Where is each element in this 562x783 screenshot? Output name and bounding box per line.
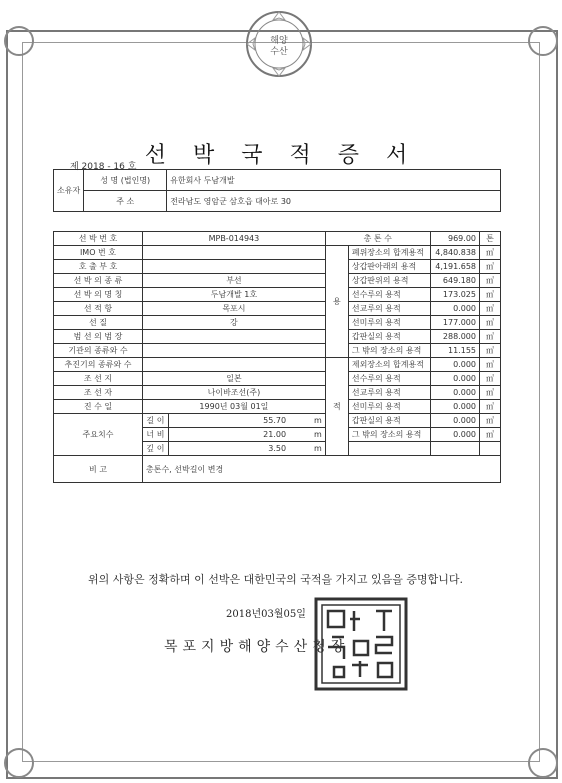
owner-address-label: 주 소 (84, 191, 167, 212)
volume-label: 갑판실의 용적 (348, 330, 430, 344)
volume-label: 갑판실의 용적 (348, 414, 430, 428)
volume-label: 폐위장소의 합계용적 (348, 246, 430, 260)
corner-ornament-icon (528, 26, 558, 56)
corner-ornament-icon (4, 26, 34, 56)
corner-ornament-icon (4, 748, 34, 778)
row-value: 목포시 (143, 302, 326, 316)
corner-ornament-icon (528, 748, 558, 778)
dimension-value: 55.70 m (168, 414, 325, 428)
document-title: 선 박 국 적 증 서 (144, 143, 418, 168)
row-label: 선 박 번 호 (54, 232, 143, 246)
volume-value: 173.025 (430, 288, 479, 302)
volume-label: 선수루의 용적 (348, 288, 430, 302)
volume-unit: ㎥ (480, 358, 501, 372)
issue-date: 2018년03월05일 (226, 609, 306, 620)
volume-label: 선수루의 용적 (348, 372, 430, 386)
owner-name-value: 유한회사 두남개발 (167, 170, 501, 191)
volume-value: 4,840.838 (430, 246, 479, 260)
emblem-label (253, 36, 305, 58)
excluded-group-label: 적 (325, 358, 348, 456)
volume-label: 상갑판아래의 용적 (348, 260, 430, 274)
row-label: 기관의 종류와 수 (54, 344, 143, 358)
volume-unit: ㎥ (480, 372, 501, 386)
owner-group-label: 소유자 (54, 170, 84, 212)
volume-label: 제외장소의 합계용적 (348, 358, 430, 372)
volume-unit: ㎥ (480, 260, 501, 274)
row-value: MPB-014943 (143, 232, 326, 246)
volume-label: 선미루의 용적 (348, 316, 430, 330)
volume-label: 그 밖의 장소의 용적 (348, 344, 430, 358)
row-label: 선 질 (54, 316, 143, 330)
row-value: 나이바조선(주) (143, 386, 326, 400)
row-value (143, 246, 326, 260)
volume-unit: ㎥ (480, 316, 501, 330)
dimension-value: 3.50 m (168, 442, 325, 456)
volume-unit: ㎥ (480, 414, 501, 428)
row-label: 조 선 지 (54, 372, 143, 386)
owner-name-label: 성 명 (법인명) (84, 170, 167, 191)
row-value (143, 344, 326, 358)
row-label: 조 선 자 (54, 386, 143, 400)
capacity-group-label: 용 (325, 246, 348, 358)
row-value: 강 (143, 316, 326, 330)
row-value (143, 330, 326, 344)
volume-unit: ㎥ (480, 302, 501, 316)
row-value: 두남개발 1호 (143, 288, 326, 302)
gross-tonnage-unit: 톤 (480, 232, 501, 246)
issuing-authority: 목포지방해양수산청장 (164, 639, 350, 655)
row-label: 추진기의 종류와 수 (54, 358, 143, 372)
volume-label: 선교루의 용적 (348, 302, 430, 316)
dimension-label: 너 비 (143, 428, 169, 442)
volume-value: 11.155 (430, 344, 479, 358)
volume-unit: ㎥ (480, 274, 501, 288)
row-value (143, 260, 326, 274)
volume-value: 0.000 (430, 414, 479, 428)
volume-value: 288.000 (430, 330, 479, 344)
volume-value: 0.000 (430, 358, 479, 372)
volume-unit-empty (480, 442, 501, 456)
official-seal-stamp (314, 597, 408, 691)
dimension-unit: m (314, 430, 322, 439)
remarks-value: 총톤수, 선박길이 변경 (143, 456, 501, 483)
certification-statement: 위의 사항은 정확하며 이 선박은 대한민국의 국적을 가지고 있음을 증명합니다. (88, 573, 463, 586)
volume-value: 0.000 (430, 400, 479, 414)
volume-unit: ㎥ (480, 330, 501, 344)
volume-unit: ㎥ (480, 400, 501, 414)
row-value (143, 358, 326, 372)
row-label: IMO 번 호 (54, 246, 143, 260)
owner-table (53, 169, 501, 212)
volume-value: 0.000 (430, 302, 479, 316)
row-value: 1990년 03월 01일 (143, 400, 326, 414)
dimension-label: 길 이 (143, 414, 169, 428)
volume-unit: ㎥ (480, 428, 501, 442)
row-label: 호 출 부 호 (54, 260, 143, 274)
volume-value: 0.000 (430, 386, 479, 400)
volume-unit: ㎥ (480, 344, 501, 358)
row-label: 범 선 의 범 장 (54, 330, 143, 344)
dimension-label: 깊 이 (143, 442, 169, 456)
dimension-group-label: 주요치수 (54, 414, 143, 456)
volume-value: 177.000 (430, 316, 479, 330)
row-value: 부선 (143, 274, 326, 288)
volume-label: 선미루의 용적 (348, 400, 430, 414)
volume-value: 0.000 (430, 428, 479, 442)
volume-value: 649.180 (430, 274, 479, 288)
gross-tonnage-label: 총 톤 수 (325, 232, 430, 246)
gross-tonnage-value: 969.00 (430, 232, 479, 246)
volume-label: 그 밖의 장소의 용적 (348, 428, 430, 442)
row-label: 진 수 일 (54, 400, 143, 414)
volume-value: 4,191.658 (430, 260, 479, 274)
volume-value-empty (430, 442, 479, 456)
volume-unit: ㎥ (480, 246, 501, 260)
ship-details-table (53, 231, 501, 483)
row-label: 선 적 항 (54, 302, 143, 316)
row-label: 선 박 의 종 류 (54, 274, 143, 288)
row-label: 선 박 의 명 칭 (54, 288, 143, 302)
volume-label-empty (348, 442, 430, 456)
remarks-label: 비 고 (54, 456, 143, 483)
volume-unit: ㎥ (480, 386, 501, 400)
emblem-line-2: 수산 (270, 47, 288, 57)
dimension-value: 21.00 m (168, 428, 325, 442)
dimension-unit: m (314, 416, 322, 425)
volume-label: 상갑판위의 용적 (348, 274, 430, 288)
owner-address-value: 전라남도 영암군 삼호읍 대아로 30 (167, 191, 501, 212)
volume-value: 0.000 (430, 372, 479, 386)
emblem-line-1: 해양 (270, 36, 288, 46)
row-value: 일본 (143, 372, 326, 386)
dimension-unit: m (314, 444, 322, 453)
certificate-number: 제 2018 - 16 호 (70, 162, 137, 172)
volume-unit: ㎥ (480, 288, 501, 302)
volume-label: 선교루의 용적 (348, 386, 430, 400)
